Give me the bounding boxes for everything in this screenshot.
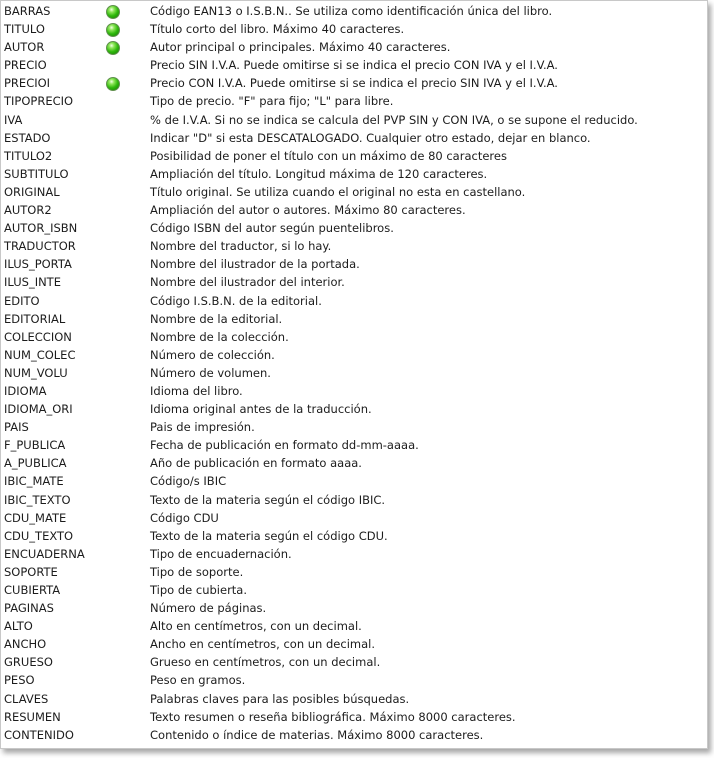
field-row bbox=[1, 3, 707, 21]
field-row bbox=[1, 148, 707, 166]
field-list bbox=[1, 3, 707, 745]
required-indicator bbox=[106, 5, 121, 20]
field-description: Idioma del libro. bbox=[150, 383, 243, 398]
field-description: Pais de impresión. bbox=[150, 420, 255, 435]
field-description: % de I.V.A. Si no se indica se calcula del PVP SIN y CON IVA, o se supone el reducido. bbox=[150, 112, 638, 127]
field-name: NUM_VOLU bbox=[4, 365, 68, 380]
field-description: Nombre de la colección. bbox=[150, 329, 289, 344]
field-name: NUM_COLEC bbox=[4, 347, 76, 362]
field-description: Tipo de cubierta. bbox=[150, 583, 248, 597]
field-row bbox=[1, 365, 707, 383]
field-name: ESTADO bbox=[4, 130, 51, 145]
field-description: Nombre de la editorial. bbox=[150, 311, 283, 326]
field-description: Título original. Se utiliza cuando el original no esta en castellano. bbox=[150, 184, 526, 199]
field-name: F_PUBLICA bbox=[4, 438, 66, 453]
field-name: COLECCION bbox=[4, 329, 72, 344]
field-row bbox=[1, 293, 707, 311]
field-row bbox=[1, 57, 707, 75]
field-name: CONTENIDO bbox=[4, 727, 74, 742]
field-name: IDIOMA bbox=[4, 383, 47, 398]
field-description: Alto en centímetros, con un decimal. bbox=[150, 619, 362, 634]
field-name: PAGINAS bbox=[4, 601, 54, 616]
field-name: PRECIOI bbox=[4, 76, 51, 91]
field-name: CDU_TEXTO bbox=[4, 528, 74, 543]
field-row bbox=[1, 401, 707, 419]
field-row bbox=[1, 75, 707, 93]
field-row bbox=[1, 582, 707, 600]
field-name: ANCHO bbox=[4, 637, 47, 652]
field-name: GRUESO bbox=[4, 655, 53, 670]
field-row bbox=[1, 311, 707, 329]
field-row bbox=[1, 256, 707, 274]
field-description: Número de colección. bbox=[150, 347, 275, 362]
field-row bbox=[1, 600, 707, 618]
field-name: IBIC_TEXTO bbox=[4, 492, 71, 507]
field-name: ILUS_INTE bbox=[4, 275, 61, 290]
field-row bbox=[1, 39, 707, 57]
field-name: AUTOR_ISBN bbox=[4, 221, 78, 236]
field-description: Número de páginas. bbox=[150, 601, 267, 616]
field-description: Código CDU bbox=[150, 510, 219, 525]
field-name: CUBIERTA bbox=[4, 583, 61, 597]
field-description: Título corto del libro. Máximo 40 caracteres. bbox=[150, 22, 405, 37]
field-description: Nombre del ilustrador del interior. bbox=[150, 275, 345, 290]
field-name: TITULO2 bbox=[4, 148, 53, 163]
field-row bbox=[1, 473, 707, 491]
field-name: TITULO bbox=[4, 22, 45, 37]
field-row bbox=[1, 492, 707, 510]
field-row bbox=[1, 329, 707, 347]
field-row bbox=[1, 546, 707, 564]
field-description: Código EAN13 o I.S.B.N.. Se utiliza como identificación única del libro. bbox=[150, 4, 553, 18]
field-row bbox=[1, 202, 707, 220]
field-description: Texto de la materia según el código CDU. bbox=[150, 528, 388, 543]
field-row bbox=[1, 166, 707, 184]
field-row bbox=[1, 510, 707, 528]
field-row bbox=[1, 727, 707, 745]
field-row bbox=[1, 274, 707, 292]
field-name: EDITO bbox=[4, 293, 40, 308]
field-row bbox=[1, 654, 707, 672]
field-name: PRECIO bbox=[4, 58, 47, 73]
field-row bbox=[1, 636, 707, 654]
field-row bbox=[1, 564, 707, 582]
field-row bbox=[1, 238, 707, 256]
field-row bbox=[1, 419, 707, 437]
field-description: Posibilidad de poner el título con un máximo de 80 caracteres bbox=[150, 148, 507, 163]
green-dot-icon bbox=[106, 41, 120, 55]
field-description: Peso en gramos. bbox=[150, 673, 246, 688]
field-description: Nombre del traductor, si lo hay. bbox=[150, 239, 332, 254]
field-name: PAIS bbox=[4, 420, 29, 435]
field-name: IVA bbox=[4, 112, 23, 127]
field-description: Ancho en centímetros, con un decimal. bbox=[150, 637, 375, 652]
required-indicator bbox=[106, 77, 121, 92]
field-row bbox=[1, 184, 707, 202]
field-name: AUTOR bbox=[4, 40, 45, 55]
field-description: Fecha de publicación en formato dd-mm-aaaa. bbox=[150, 438, 419, 453]
field-description: Contenido o índice de materias. Máximo 8000 caracteres. bbox=[150, 727, 484, 742]
field-description: Precio CON I.V.A. Puede omitirse si se indica el precio SIN IVA y el I.V.A. bbox=[150, 76, 558, 91]
field-row bbox=[1, 383, 707, 401]
field-row bbox=[1, 220, 707, 238]
field-description: Texto resumen o reseña bibliográfica. Máximo 8000 caracteres. bbox=[150, 709, 516, 724]
green-dot-icon bbox=[106, 77, 120, 91]
field-name: ENCUADERNA bbox=[4, 546, 85, 561]
field-description: Ampliación del autor o autores. Máximo 80 caracteres. bbox=[150, 203, 466, 218]
field-name: CDU_MATE bbox=[4, 510, 67, 525]
field-description: Autor principal o principales. Máximo 40 caracteres. bbox=[150, 40, 451, 55]
field-row bbox=[1, 455, 707, 473]
field-name: ORIGINAL bbox=[4, 184, 60, 199]
green-dot-icon bbox=[106, 23, 120, 37]
field-name: BARRAS bbox=[4, 4, 51, 18]
required-indicator bbox=[106, 23, 121, 38]
field-row bbox=[1, 672, 707, 690]
field-description: Código/s IBIC bbox=[150, 474, 227, 489]
field-name: TRADUCTOR bbox=[4, 239, 76, 254]
field-name: IBIC_MATE bbox=[4, 474, 64, 489]
field-name: SOPORTE bbox=[4, 564, 58, 579]
field-description: Código I.S.B.N. de la editorial. bbox=[150, 293, 322, 308]
field-description: Ampliación del título. Longitud máxima de 120 caracteres. bbox=[150, 166, 488, 181]
field-row bbox=[1, 112, 707, 130]
field-name: ILUS_PORTA bbox=[4, 257, 72, 272]
field-description: Código ISBN del autor según puentelibros. bbox=[150, 221, 394, 236]
field-description: Indicar "D" si esta DESCATALOGADO. Cualquier otro estado, dejar en blanco. bbox=[150, 130, 591, 145]
field-row bbox=[1, 528, 707, 546]
field-description: Texto de la materia según el código IBIC. bbox=[150, 492, 386, 507]
field-description: Tipo de soporte. bbox=[150, 564, 244, 579]
field-description: Grueso en centímetros, con un decimal. bbox=[150, 655, 381, 670]
field-name: AUTOR2 bbox=[4, 203, 52, 218]
field-row bbox=[1, 691, 707, 709]
field-description: Número de volumen. bbox=[150, 365, 271, 380]
field-name: SUBTITULO bbox=[4, 166, 69, 181]
field-row bbox=[1, 618, 707, 636]
field-name: PESO bbox=[4, 673, 35, 688]
field-description: Nombre del ilustrador de la portada. bbox=[150, 257, 360, 272]
field-description: Idioma original antes de la traducción. bbox=[150, 402, 372, 417]
field-name: A_PUBLICA bbox=[4, 456, 67, 471]
field-row bbox=[1, 130, 707, 148]
field-name: TIPOPRECIO bbox=[4, 94, 74, 109]
field-name: RESUMEN bbox=[4, 709, 61, 724]
field-description: Tipo de precio. "F" para fijo; "L" para libre. bbox=[150, 94, 394, 109]
field-name: IDIOMA_ORI bbox=[4, 402, 73, 417]
field-row bbox=[1, 21, 707, 39]
required-indicator bbox=[106, 41, 121, 56]
field-description: Precio SIN I.V.A. Puede omitirse si se indica el precio CON IVA y el I.V.A. bbox=[150, 58, 558, 73]
field-row bbox=[1, 93, 707, 111]
field-description: Palabras claves para las posibles búsquedas. bbox=[150, 691, 410, 706]
green-dot-icon bbox=[106, 5, 120, 19]
field-description: Año de publicación en formato aaaa. bbox=[150, 456, 362, 471]
field-name: ALTO bbox=[4, 619, 33, 634]
field-row bbox=[1, 437, 707, 455]
field-name: CLAVES bbox=[4, 691, 49, 706]
field-row bbox=[1, 347, 707, 365]
field-name: EDITORIAL bbox=[4, 311, 66, 326]
field-row bbox=[1, 709, 707, 727]
field-description: Tipo de encuadernación. bbox=[150, 546, 292, 561]
